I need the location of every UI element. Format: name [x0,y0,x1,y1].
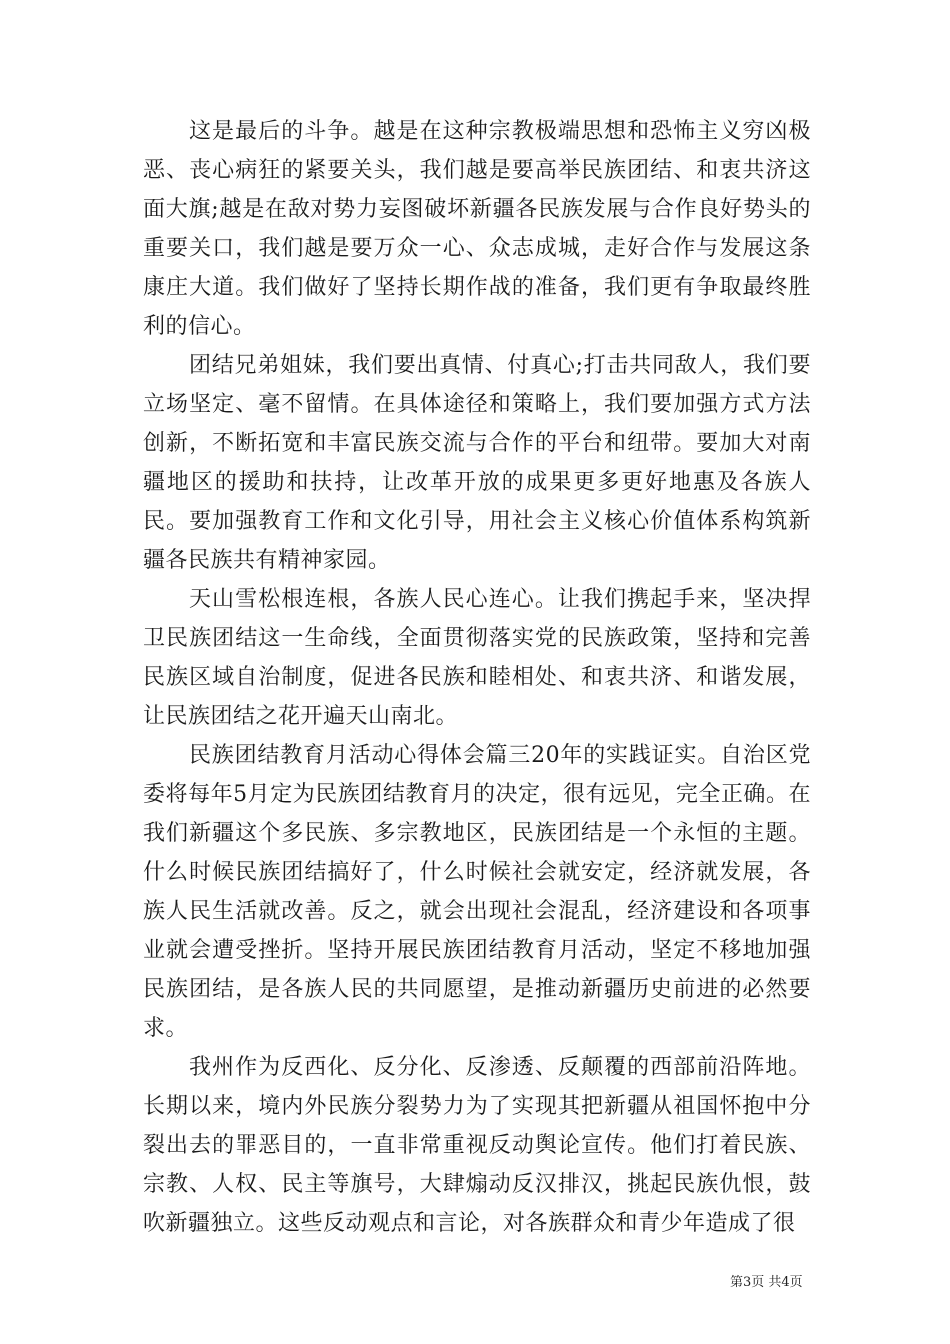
paragraph: 我州作为反西化、反分化、反渗透、反颠覆的西部前沿阵地。长期以来，境内外民族分裂势力为了实现其把新疆从祖国怀抱中分裂出去的罪恶目的，一直非常重视反动舆论宣传。他们打着民族、宗教、人权、民主等旗号，大肆煽动反汉排汉，挑起民族仇恨，鼓吹新疆独立。这些反动观点和言论，对各族群众和青少年造成了很 [143,1055,811,1236]
page-number: 第3页 共4页 [730,1275,803,1290]
paragraph: 团结兄弟姐妹，我们要出真情、付真心;打击共同敌人，我们要立场坚定、毫不留情。在具体途径和策略上，我们要加强方式方法创新，不断拓宽和丰富民族交流与合作的平台和纽带。要加大对南疆地区的援助和扶持，让改革开放的成果更多更好地惠及各族人民。要加强教育工作和文化引导，用社会主义核心价值体系构筑新疆各民族共有精神家园。 [143,353,811,573]
paragraph: 民族团结教育月活动心得体会篇三20年的实践证实。自治区党委将每年5月定为民族团结教育月的决定，很有远见，完全正确。在我们新疆这个多民族、多宗教地区，民族团结是一个永恒的主题。什么时候民族团结搞好了，什么时候社会就安定，经济就发展，各族人民生活就改善。反之，就会出现社会混乱，经济建设和各项事业就会遭受挫折。坚持开展民族团结教育月活动，坚定不移地加强民族团结，是各族人民的共同愿望，是推动新疆历史前进的必然要求。 [143,743,811,1041]
paragraph: 这是最后的斗争。越是在这种宗教极端思想和恐怖主义穷凶极恶、丧心病狂的紧要关头，我们越是要高举民族团结、和衷共济这面大旗;越是在敌对势力妄图破坏新疆各民族发展与合作良好势头的重要关口，我们越是要万众一心、众志成城，走好合作与发展这条康庄大道。我们做好了坚持长期作战的准备，我们更有争取最终胜利的信心。 [143,119,811,339]
paragraph: 天山雪松根连根，各族人民心连心。让我们携起手来，坚决捍卫民族团结这一生命线，全面贯彻落实党的民族政策，坚持和完善民族区域自治制度，促进各民族和睦相处、和衷共济、和谐发展，让民族团结之花开遍天山南北。 [143,587,811,729]
document-body [143,112,811,1243]
